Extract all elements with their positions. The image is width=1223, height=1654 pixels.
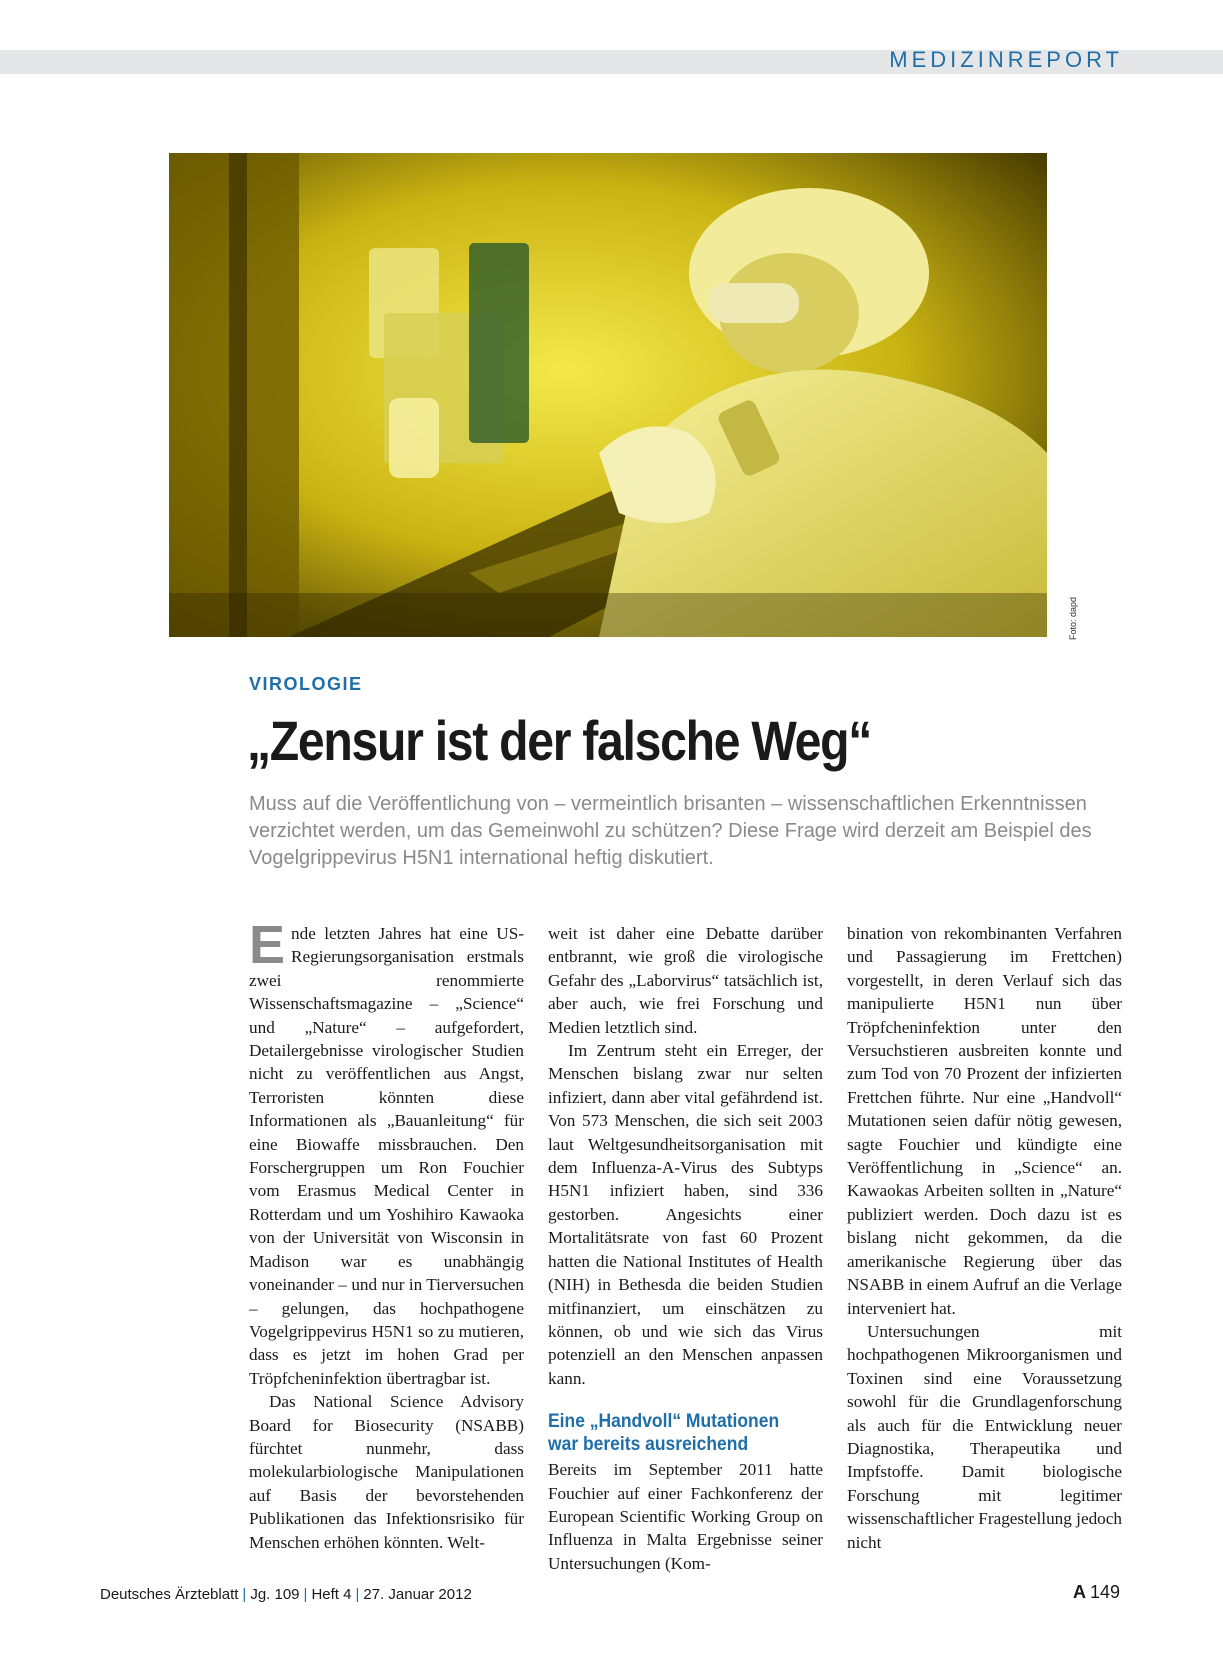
article-column-3 (847, 922, 1122, 1554)
footer-citation: Deutsches Ärzteblatt | Jg. 109 | Heft 4 | 27. Januar 2012 (100, 1586, 472, 1603)
subheading: Eine „Handvoll“ Mutationen war bereits ausreichend (548, 1411, 780, 1456)
paragraph: weit ist daher eine Debatte darüber entbrannt, wie groß die virologische Gefahr des „Laborvirus“ tatsächlich ist, aber auch, wie frei Forschung und Medien letztlich sind. (548, 924, 823, 1037)
page-prefix: A (1072, 1582, 1086, 1602)
lead-photo (169, 153, 1047, 637)
paragraph: Das National Science Advisory Board for Biosecurity (NSABB) fürchtet nunmehr, dass molekularbiologische Manipulationen auf Basis der bevorstehenden Publikationen das Infektionsrisiko für Menschen erhöhen könnten. Welt- (249, 1392, 524, 1552)
paragraph: Ende letzten Jahres hat eine US-Regierungsorganisation erstmals zwei renommierte Wissenschaftsmagazine – „Science“ und „Nature“ – aufgefordert, Detailergebnisse virologischer Studien nicht zu veröffentlichen aus Angst, Terroristen könnten diese Informationen als „Bauanleitung“ für eine Biowaffe missbrauchen. Den Forschergruppen um Ron Fouchier vom Erasmus Medical Center in Rotterdam und um Yoshihiro Kawaoka von der Universität von Wisconsin in Madison war es unabhängig voneinander – und nur in Tierversuchen – gelungen, das hochpathogene Vogelgrippevirus H5N1 so zu mutieren, dass es jetzt im hohen Grad per Tröpfcheninfektion übertragbar ist. (249, 915, 524, 1388)
lab-scene-image (169, 153, 1047, 637)
page-number: A 149 (1072, 1582, 1120, 1602)
paragraph: Untersuchungen mit hochpathogenen Mikroorganismen und Toxinen sind eine Voraussetzung sowohl für die Grundlagenforschung als auch für die Entwicklung neuer Diagnostika, Therapeutika und Impfstoffe. Damit biologische Forschung mit legitimer wissenschaftlicher Fragestellung jedoch nicht (847, 1321, 1122, 1552)
article-kicker: VIROLOGIE (249, 674, 363, 694)
section-label: MEDIZINREPORT (889, 47, 1123, 72)
issue: Heft 4 (311, 1586, 352, 1603)
journal-name: Deutsches Ärzteblatt (100, 1586, 239, 1603)
article-column-1 (249, 915, 524, 1554)
article-headline: „Zensur ist der falsche Weg“ (247, 709, 872, 772)
drop-cap: E (249, 915, 286, 975)
paragraph: Im Zentrum steht ein Erreger, der Menschen bislang zwar nur selten infiziert, dann aber vital gefährdend ist. Von 573 Menschen, die sich seit 2003 laut Weltgesundheitsorganisation mit dem Influenza-A-Virus des Subtyps H5N1 infiziert haben, sind 336 gestorben. Angesichts einer Mortalitätsrate von fast 60 Prozent hatten die National Institutes of Health (NIH) in Bethesda die beiden Studien mitfinanziert, um einschätzen zu können, ob und wie sich das Virus potenziell an den Menschen anpassen kann. (548, 1041, 823, 1388)
volume: Jg. 109 (250, 1586, 300, 1603)
issue-date: 27. Januar 2012 (363, 1586, 472, 1603)
photo-credit: Foto: dapd (1068, 596, 1078, 640)
article-lead: Muss auf die Veröffentlichung von – vermeintlich brisanten – wissenschaftlichen Erkenntnissen verzichtet werden, um das Gemeinwohl zu schützen? Diese Frage wird derzeit am Beispiel des Vogelgrippevirus H5N1 international heftig diskutiert. (249, 793, 1092, 869)
paragraph: Bereits im September 2011 hatte Fouchier auf einer Fachkonferenz der European Scientific Working Group on Influenza in Malta Ergebnisse seiner Untersuchungen (Kom- (548, 1460, 823, 1573)
article-column-2 (548, 922, 823, 1575)
paragraph: bination von rekombinanten Verfahren und Passagierung im Frettchen) vorgestellt, in deren Verlauf sich das manipulierte H5N1 nun über Tröpfcheninfektion unter den Versuchstieren ausbreiten konnte und zum Tod von 70 Prozent der infizierten Frettchen führte. Nur eine „Handvoll“ Mutationen seien dafür nötig gewesen, sagte Fouchier und kündigte eine Veröffentlichung in „Science“ an. Kawaokas Arbeiten sollten in „Nature“ publiziert werden. Doch dazu ist es bislang nicht gekommen, da die amerikanische Regierung über das NSABB in einem Aufruf an die Verlage interveniert hat. (847, 924, 1122, 1318)
